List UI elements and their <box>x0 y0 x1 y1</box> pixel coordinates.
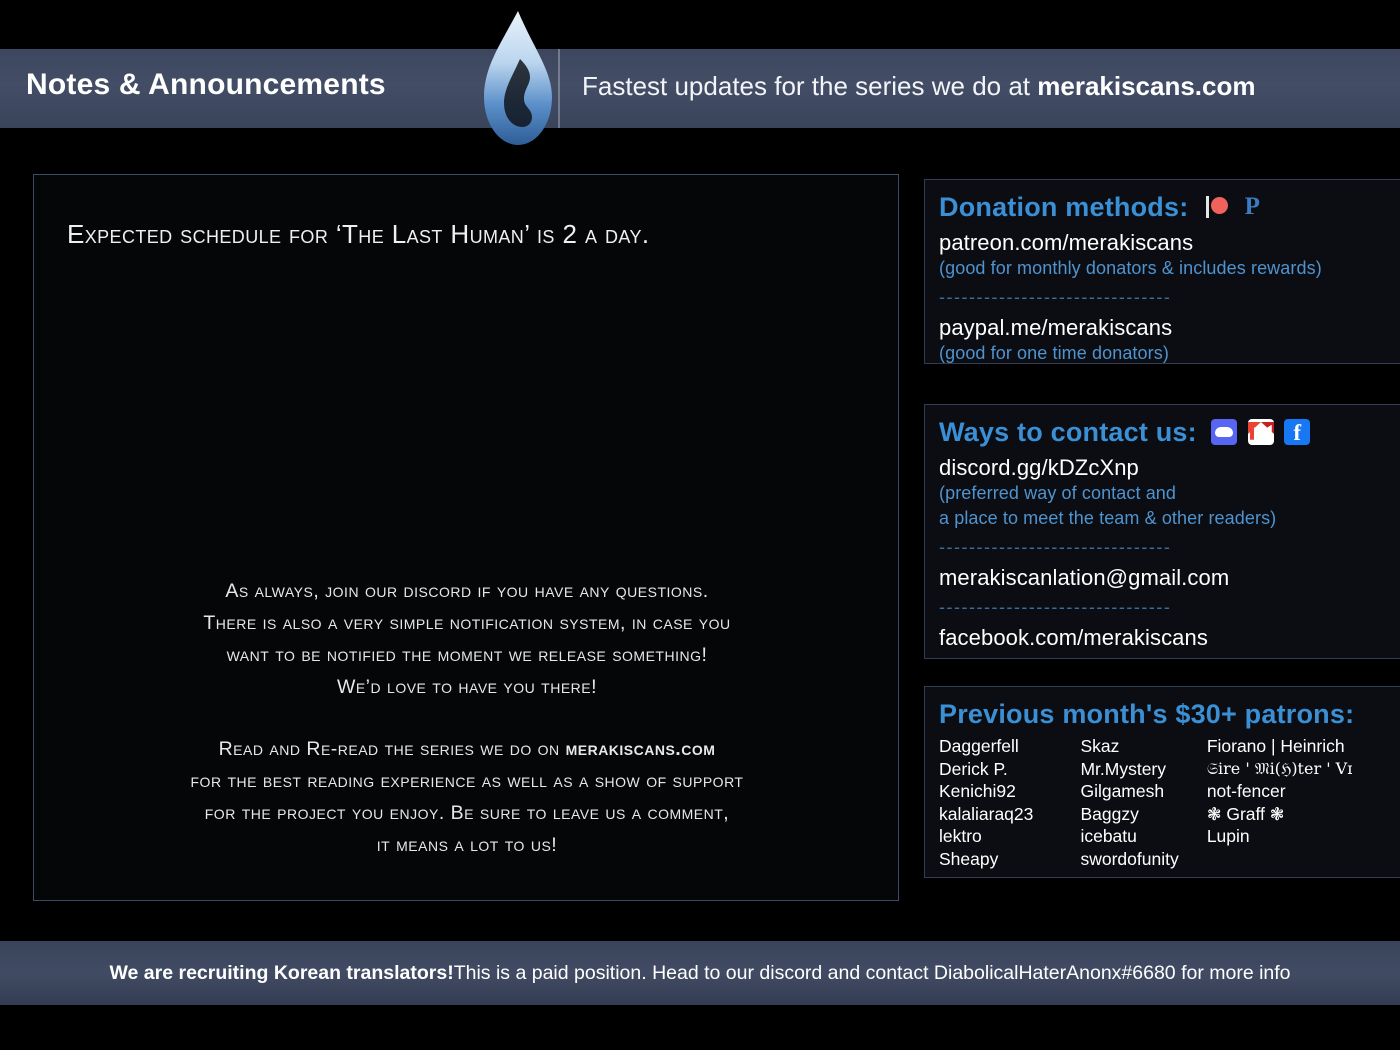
donation-icons <box>1203 190 1271 224</box>
paypal-note: (good for one time donators) <box>939 343 1169 364</box>
footer-rest-text: This is a paid position. Head to our discord and contact DiabolicalHaterAnonx#6680 for more info <box>453 961 1291 984</box>
patrons-column-1 <box>939 735 1080 870</box>
patrons-card <box>924 686 1400 878</box>
donation-title: Donation methods: <box>939 192 1189 222</box>
patrons-column-3 <box>1207 735 1386 870</box>
list-item: Gilgamesh <box>1080 781 1165 802</box>
donation-title-row <box>939 190 1386 224</box>
announcements-panel <box>33 174 899 901</box>
paypal-link[interactable]: paypal.me/merakiscans <box>939 315 1173 341</box>
facebook-link[interactable]: facebook.com/merakiscans <box>939 625 1208 651</box>
page-title: Notes & Announcements <box>26 68 386 101</box>
discord-icon[interactable] <box>1211 419 1237 445</box>
list-item: Lupin <box>1206 826 1250 847</box>
read-line-1-site: merakiscans.com <box>565 738 716 760</box>
read-site-paragraph <box>34 733 900 861</box>
bottom-black-strip <box>0 1005 1400 1050</box>
list-item: lektro <box>939 826 982 847</box>
patreon-link[interactable]: patreon.com/merakiscans <box>939 230 1194 256</box>
list-item: ❃ Graff ❃ <box>1206 803 1285 824</box>
discord-link[interactable]: discord.gg/kDZcXnp <box>939 455 1139 481</box>
top-black-strip <box>0 0 1400 49</box>
discord-line-4: We’d love to have you there! <box>336 676 598 698</box>
list-item: swordofunity <box>1080 848 1179 869</box>
list-item: Daggerfell <box>939 736 1019 757</box>
footer-text <box>109 962 1290 985</box>
discord-line-3: want to be notified the moment we release something! <box>226 644 708 666</box>
contact-divider-2: ------------------------------- <box>939 597 1172 618</box>
contact-icons <box>1211 415 1316 449</box>
list-item: not-fencer <box>1206 781 1286 802</box>
facebook-icon[interactable]: f <box>1284 419 1310 445</box>
footer-bold-text: We are recruiting Korean translators! <box>109 961 454 984</box>
contact-title-row <box>939 415 1386 449</box>
list-item: Skaz <box>1080 736 1120 757</box>
list-item: icebatu <box>1080 826 1137 847</box>
patreon-note: (good for monthly donators & includes rewards) <box>939 258 1322 279</box>
read-line-3: for the project you enjoy. Be sure to leave us a comment, <box>204 802 730 824</box>
list-item: Fiorano | Heinrich <box>1206 736 1345 757</box>
patrons-columns <box>939 735 1386 870</box>
patrons-title: Previous month's $30+ patrons: <box>939 699 1355 729</box>
list-item: Mr.Mystery <box>1080 758 1167 779</box>
list-item: Sheapy <box>939 848 999 869</box>
read-line-2: for the best reading experience as well as a show of support <box>190 770 744 792</box>
list-item: kalaliaraq23 <box>939 803 1034 824</box>
list-item: Baggzy <box>1080 803 1139 824</box>
paypal-icon[interactable]: P <box>1239 194 1265 220</box>
announcement-body <box>34 575 900 861</box>
header-subtitle-site: merakiscans.com <box>1037 71 1256 101</box>
donation-divider: ------------------------------- <box>939 287 1172 308</box>
header-subtitle <box>582 71 1256 102</box>
patreon-icon[interactable] <box>1203 194 1229 220</box>
list-item: 𝔖ire ' 𝔐i(ℌ)ter ' Vɪ <box>1206 758 1353 778</box>
patrons-title-row <box>939 697 1386 731</box>
email-link[interactable]: merakiscanlation@gmail.com <box>939 565 1230 591</box>
patrons-column-2 <box>1080 735 1206 870</box>
discord-note-line-1: (preferred way of contact and <box>939 483 1177 504</box>
list-item: Kenichi92 <box>939 781 1016 802</box>
discord-line-1: As always, join our discord if you have any questions. <box>225 580 709 602</box>
discord-note-line-2: a place to meet the team & other readers) <box>939 508 1277 529</box>
contact-title: Ways to contact us: <box>939 417 1197 447</box>
discord-line-2: There is also a very simple notification system, in case you <box>203 612 731 634</box>
gmail-icon[interactable] <box>1248 419 1274 445</box>
recruiting-footer <box>0 941 1400 1005</box>
discord-paragraph <box>34 575 900 703</box>
read-line-4: it means a lot to us! <box>376 834 558 856</box>
donation-methods-card <box>924 179 1400 364</box>
page-header <box>0 49 1400 128</box>
list-item: Derick P. <box>939 758 1008 779</box>
read-line-1-prefix: Read and Re-read the series we do on <box>218 738 566 760</box>
contact-card <box>924 404 1400 659</box>
header-divider <box>558 49 560 128</box>
contact-divider-1: ------------------------------- <box>939 537 1172 558</box>
header-subtitle-prefix: Fastest updates for the series we do at <box>582 71 1038 101</box>
schedule-text: Expected schedule for ‘The Last Human’ is 2 a day. <box>67 219 650 249</box>
